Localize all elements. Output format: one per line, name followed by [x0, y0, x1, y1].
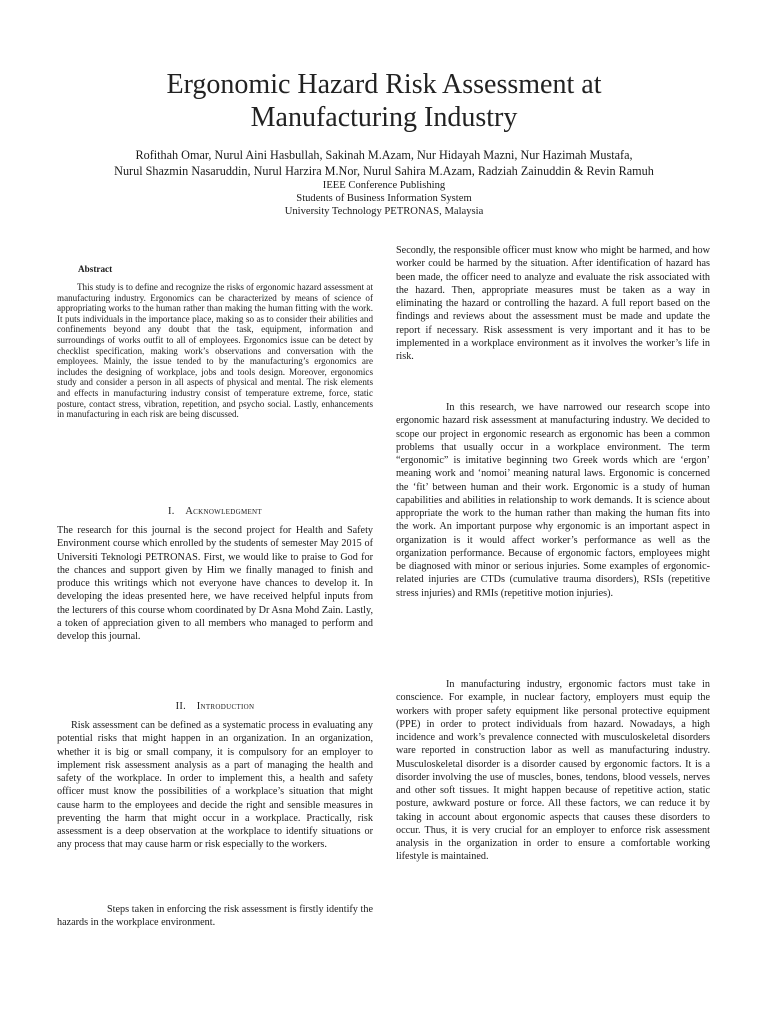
introduction-paragraph: Risk assessment can be defined as a systematic process in evaluating any potential risks that might happen in an organization. In an organization, whether it is big or small company, it is compulsory for an employer to implement risk assessment analysis as a part of managing the health and safety of the workplace. In order to implement this, a health and safety officer must know the possibilities of a workplace’s situation that might cause harm to the employees and decide the right and sensible measures in preventing the harm that might occur in a workplace. Practically, risk assessment is a deep observation at the workplace to identify situations or any process that may cause harm or risk especially to the workers. [57, 720, 373, 851]
body-paragraph: In manufacturing industry, ergonomic factors must take in conscience. For example, in nuclear factory, employers must equip the workers with proper safety equipment like personal protective equipment (PPE) in order to protect individuals from hazard. Nowadays, a high incidence and work’s prevalence connected with musculoskeletal disorders ware reported in construction labor as well as manufacturing industry. Musculoskeletal disorder is a disorder caused by ergonomic factors. It is a disorder involving the use of muscles, bones, tendons, blood vessels, nerves and other soft tissues. It might happen because of repetitive action, static posture, awkward posture or force. All these factors, we can reduce it by taking in account about ergonomic aspects that causes these disorders to occur. Thus, it is very crucial for an employer to enforce risk assessment analysis in the organization in order to ensure a comfortable working lifestyle is maintained. [396, 679, 710, 863]
abstract-heading: Abstract [78, 264, 113, 274]
section-heading-acknowledgment: I. Acknowledgment [168, 506, 262, 517]
affiliation-block [40, 180, 728, 218]
title-line-1: Ergonomic Hazard Risk Assessment at [166, 69, 602, 100]
authors-line-1: Rofithah Omar, Nurul Aini Hasbullah, Sakinah M.Azam, Nur Hidayah Mazni, Nur Hazimah Mustafa, [135, 148, 633, 162]
acknowledgment-paragraph: The research for this journal is the second project for Health and Safety Environment course which enrolled by the students of semester May 2015 of Universiti Teknologi PETRONAS. First, we would like to praise to God for the chances and support given by Him we finally managed to finish and produce this writings which not everyone have chances to develop it. In developing the ideas presented here, we have received helpful inputs from the lecturers of this course whom coordinated by Dr Asna Mohd Zain. Lastly, a token of appreciation given to all members who managed to perform and develop this journal. [57, 525, 373, 642]
affiliation-line: Students of Business Information System [296, 192, 472, 204]
title-line-2: Manufacturing Industry [250, 102, 518, 133]
body-paragraph: In this research, we have narrowed our research scope into ergonomic hazard risk assessment at manufacturing industry. We decided to scope our project in ergonomic research as ergonomic has been a common problems that usually occur in a workplace environment. The term “ergonomic” is imitative beginning two Greek words which are ‘ergon’ meaning work and ‘nomoi’ meaning natural laws. Ergonomic is concerned the ‘fit’ between human and their work. Ergonomic is a study of human capabilities and abilities in relationship to work demands. It is science about appropriate the work to the human rather than making the human fits into the work. An important purpose why ergonomic is an important aspect in organization is it would affect worker’s performance as well as the organization performance. Because of ergonomic factors, employees might be diagnosed with minor or serious injuries. Some examples of ergonomic-related injuries are CTDs (cumulative trauma disorders), RSIs (repetitive stress injuries) and RMIs (repetitive motion injuries). [396, 402, 710, 599]
introduction-paragraph: Steps taken in enforcing the risk assessment is firstly identify the hazards in the workplace environment. [57, 904, 373, 929]
section-heading-introduction: II. Introduction [175, 701, 255, 712]
affiliation-line: University Technology PETRONAS, Malaysia [284, 205, 484, 217]
paper-title [0, 68, 768, 134]
author-list [40, 148, 728, 179]
authors-line-2: Nurul Shazmin Nasaruddin, Nurul Harzira M.Nor, Nurul Sahira M.Azam, Radziah Zainuddin & Revin Ramuh [114, 163, 654, 178]
affiliation-line: IEEE Conference Publishing [322, 180, 446, 191]
abstract-text: This study is to define and recognize the risks of ergonomic hazard assessment at manufacturing industry. Ergonomics can be characterized by means of science of appropriating works to the human rather than making the human fitting with the work. It puts individuals in the importance place, making so as to consider their abilities and confinements beyond any doubt that the task, equipment, information and surroundings of works outfit to all of employees. Ergonomics issue can be detect by checklist specification, making work’s observations and conversation with the employees. Mainly, the issue tended to by the manufacturing’s ergonomics are includes the designing of workplace, jobs and tools design. Moreover, ergonomics study and consider a person in all aspects of physical and mental. The risk elements and effects in manufacturing industry consist of temperature extreme, force, static posture, contact stress, vibration, repetition, and psycho social. Lastly, enhancements in manufacturing in each risk are being discussed. [57, 282, 373, 420]
body-paragraph: Secondly, the responsible officer must know who might be harmed, and how worker could be harmed by the situation. After identification of hazard has been made, the officer need to analyze and evaluate the risk associated with the hazard. Then, appropriate measures must be taken as a way in eliminating the hazard or controlling the hazard. A full report based on the findings and reviews about the assessment must be made and update the report if necessary. Risk assessment is very important and it has to be implemented in a workplace environment as it involves the worker’s life in risk. [396, 245, 710, 362]
